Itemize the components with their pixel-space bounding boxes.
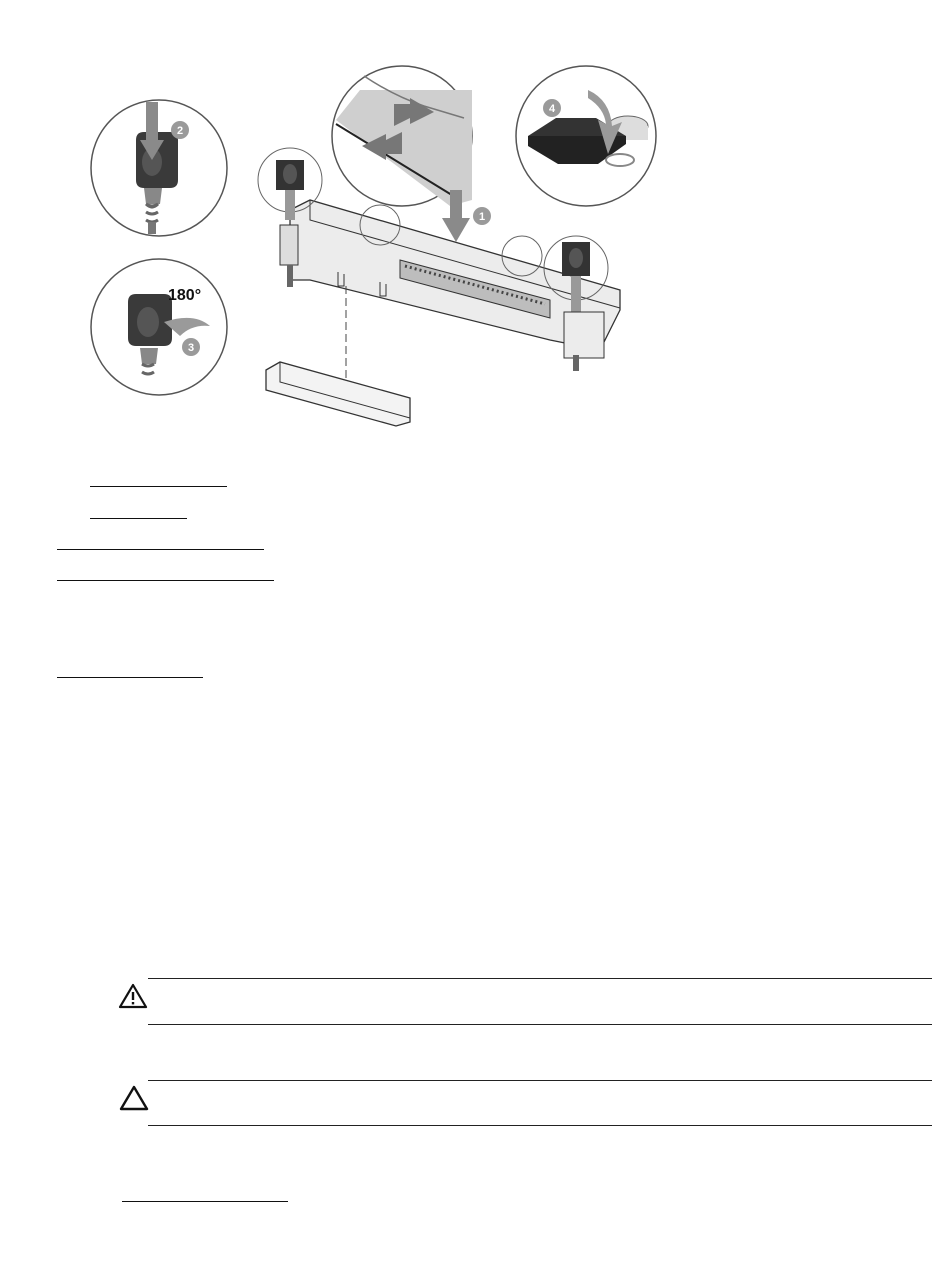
thumbscrew-rotate-callout	[91, 259, 227, 395]
step-badge-1: 1	[478, 211, 486, 223]
link-3[interactable]	[57, 549, 264, 550]
link-1[interactable]	[90, 486, 227, 487]
link-6[interactable]	[122, 1201, 288, 1202]
step-badge-2: 2	[176, 125, 184, 137]
rotation-label: 180°	[168, 287, 202, 304]
link-5[interactable]	[57, 677, 203, 678]
riser-cage-illustration	[80, 50, 680, 440]
step-badge-4: 4	[548, 103, 556, 115]
warning-top-rule	[148, 978, 932, 979]
alignment-callout	[332, 66, 472, 206]
spring-plunger-callout	[91, 100, 227, 236]
link-4[interactable]	[57, 580, 274, 581]
warning-bottom-rule	[148, 1024, 932, 1025]
thumbscrew-lock-callout	[516, 66, 656, 206]
caution-bottom-rule	[148, 1125, 932, 1126]
warning-triangle-icon	[118, 982, 148, 1010]
installation-figure	[80, 50, 680, 440]
caution-triangle-icon	[119, 1084, 149, 1112]
link-2[interactable]	[90, 518, 187, 519]
caution-top-rule	[148, 1080, 932, 1081]
step-badge-3: 3	[187, 342, 195, 354]
